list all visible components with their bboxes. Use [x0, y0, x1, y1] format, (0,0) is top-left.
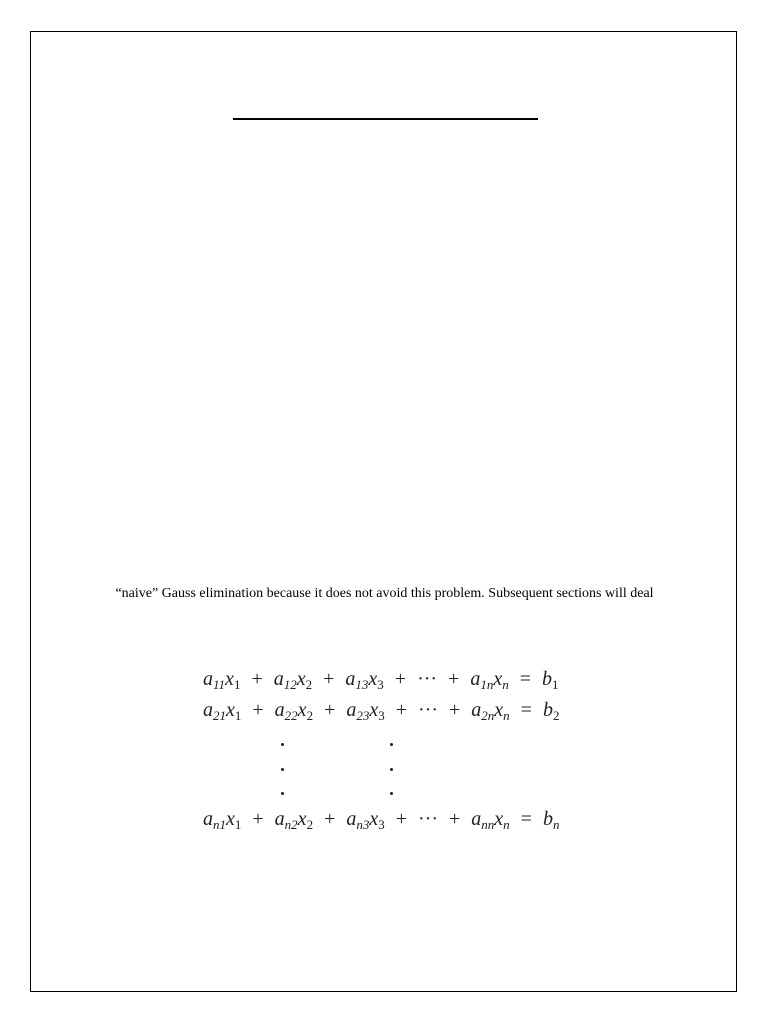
plus-sign: + — [395, 808, 408, 830]
plus-sign: + — [252, 808, 264, 830]
coef-symbol: a — [274, 699, 285, 721]
var-symbol: x — [297, 808, 307, 830]
var-subscript: 3 — [378, 817, 385, 832]
vertical-ellipsis-dot — [390, 792, 393, 795]
var-symbol: x — [296, 668, 306, 690]
coef-subscript: 13 — [355, 677, 369, 692]
equation-row-n — [203, 808, 559, 831]
var-symbol: x — [369, 699, 379, 721]
rhs-symbol: b — [542, 699, 553, 721]
var-symbol: x — [493, 668, 503, 690]
var-subscript: n — [503, 817, 510, 832]
vertical-ellipsis-dot — [281, 768, 284, 771]
var-symbol: x — [225, 668, 234, 690]
var-symbol: x — [369, 808, 379, 830]
var-symbol: x — [494, 699, 504, 721]
vertical-ellipsis-dot — [390, 768, 393, 771]
coef-subscript: 23 — [356, 708, 370, 723]
rhs-subscript: 1 — [552, 677, 559, 692]
coef-subscript: 22 — [284, 708, 298, 723]
plus-sign: + — [323, 668, 335, 690]
plus-sign: + — [252, 699, 264, 721]
coef-subscript: n2 — [284, 817, 298, 832]
plus-sign: + — [251, 668, 263, 690]
title-underline — [233, 118, 538, 120]
coef-symbol: a — [471, 699, 482, 721]
var-symbol: x — [226, 699, 235, 721]
plus-sign: + — [395, 699, 408, 721]
plus-sign: + — [394, 668, 407, 690]
var-symbol: x — [226, 808, 235, 830]
rhs-subscript: 2 — [552, 708, 560, 723]
plus-sign: + — [449, 699, 461, 721]
vertical-ellipsis-dot — [390, 743, 393, 746]
coef-symbol: a — [273, 668, 284, 690]
coef-subscript: 12 — [283, 677, 297, 692]
coef-subscript: n3 — [356, 817, 370, 832]
equation-row-1 — [203, 668, 559, 691]
coef-subscript: 1n — [480, 677, 494, 692]
coef-symbol: a — [346, 808, 357, 830]
var-subscript: 3 — [377, 677, 384, 692]
coef-symbol: a — [203, 808, 213, 830]
coef-subscript: 2n — [481, 708, 495, 723]
var-subscript: 1 — [234, 708, 242, 723]
document-page — [30, 31, 737, 992]
plus-sign: + — [324, 699, 336, 721]
var-symbol: x — [368, 668, 378, 690]
equation-row-2 — [203, 699, 559, 722]
plus-sign: + — [324, 808, 336, 830]
vertical-ellipsis-dot — [281, 743, 284, 746]
vertical-ellipsis-dot — [281, 792, 284, 795]
plus-sign: + — [449, 808, 461, 830]
ellipsis: ··· — [418, 808, 438, 830]
equals-sign: = — [520, 808, 532, 830]
var-subscript: 1 — [234, 817, 242, 832]
rhs-subscript: n — [552, 817, 560, 832]
var-subscript: 2 — [305, 677, 313, 692]
coef-symbol: a — [203, 668, 213, 690]
var-symbol: x — [494, 808, 504, 830]
rhs-symbol: b — [542, 668, 552, 690]
coef-symbol: a — [471, 808, 482, 830]
ellipsis: ··· — [418, 699, 438, 721]
rhs-symbol: b — [542, 808, 553, 830]
coef-subscript: 11 — [213, 677, 226, 692]
coef-subscript: n1 — [213, 817, 226, 832]
var-subscript: 2 — [306, 708, 314, 723]
body-text-line: “naive” Gauss elimination because it does not avoid this problem. Subsequent sections will deal — [115, 586, 654, 601]
var-subscript: n — [503, 708, 510, 723]
var-subscript: 2 — [306, 817, 314, 832]
var-subscript: 1 — [233, 677, 241, 692]
coef-symbol: a — [470, 668, 481, 690]
coef-symbol: a — [274, 808, 285, 830]
var-subscript: n — [502, 677, 509, 692]
ellipsis: ··· — [417, 668, 438, 690]
coef-subscript: 21 — [213, 708, 226, 723]
coef-symbol: a — [346, 699, 357, 721]
equals-sign: = — [519, 668, 531, 690]
var-subscript: 3 — [378, 708, 385, 723]
coef-symbol: a — [345, 668, 356, 690]
var-symbol: x — [297, 699, 307, 721]
coef-symbol: a — [203, 699, 213, 721]
plus-sign: + — [448, 668, 460, 690]
equals-sign: = — [520, 699, 532, 721]
coef-subscript: nn — [481, 817, 495, 832]
